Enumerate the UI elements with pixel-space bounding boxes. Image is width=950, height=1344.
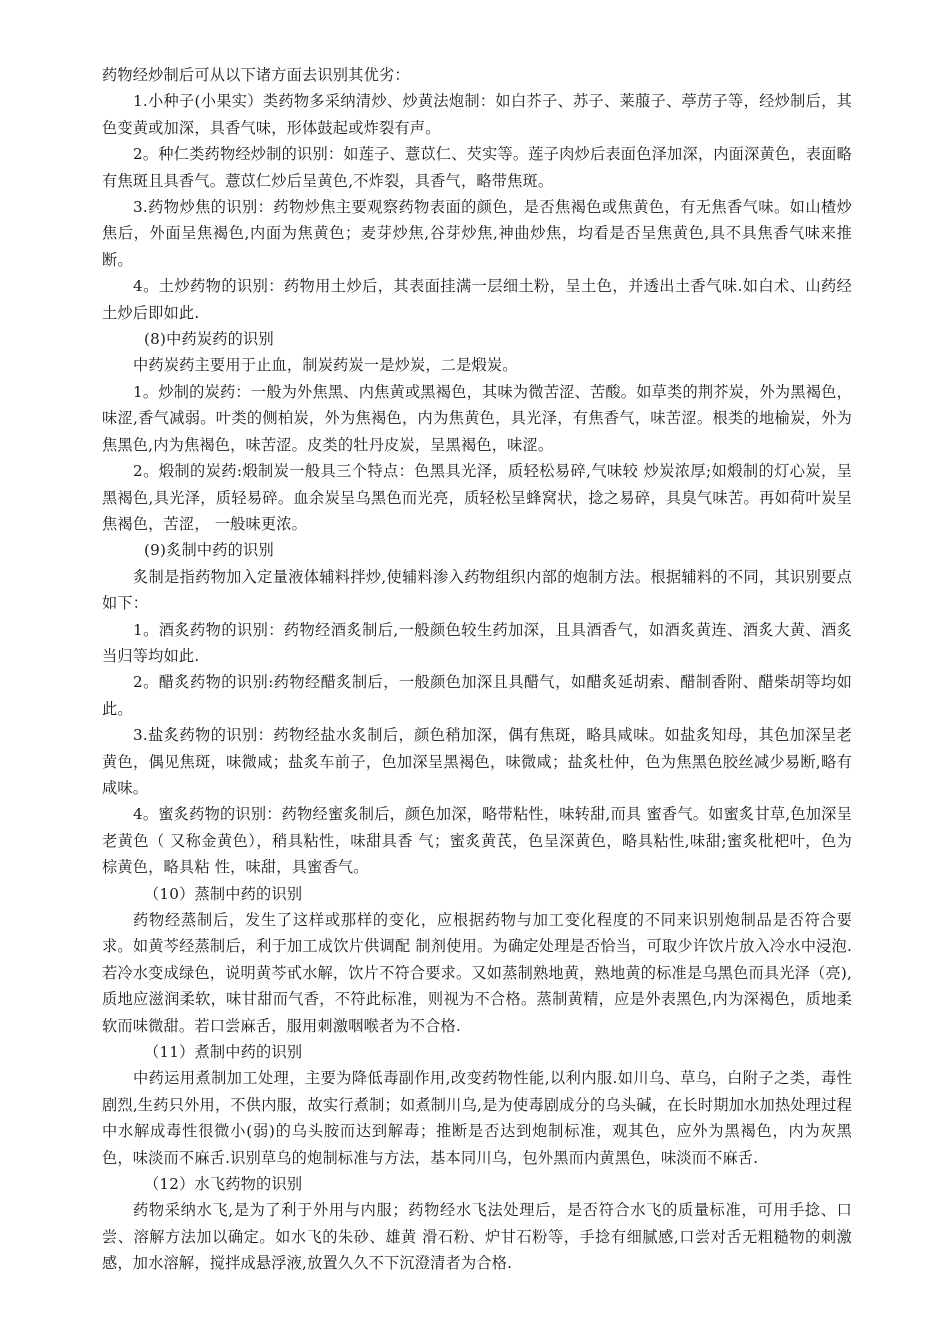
section-heading-charcoal: (8)中药炭药的识别 [144,330,274,349]
paragraph-fried-charcoal: 1。炒制的炭药：一般为外焦黑、内焦黄或黑褐色，其味为微苦涩、苦酸。如草类的荆芥炭，外为黑褐色，味涩,香气减弱。叶类的侧柏炭，外为焦褐色，内为焦黄色，具光泽，有焦香气，味苦涩。根类的地榆炭，外为焦黑色,内为焦褐色，味苦涩。皮类的牡丹皮炭，呈黑褐色，味涩。 [102,382,852,454]
paragraph-steamed: 药物经蒸制后，发生了这样或那样的变化，应根据药物与加工变化程度的不同来识别炮制品是否符合要求。如黄芩经蒸制后，利于加工成饮片供调配 制剂使用。为确定处理是否恰当，可取少许饮片放入冷水中浸泡.若冷水变成绿色，说明黄芩甙水解，饮片不符合要求。又如蒸制熟地黄，熟地黄的标准是乌黑色而具光泽（亮),质地应滋润柔软，味甘甜而气香，不符此标准，则视为不合格。蒸制黄精，应是外表黑色,内为深褐色，质地柔软而味微甜。若口尝麻舌，服用刺激咽喉者为不合格. [102,911,852,1035]
paragraph-wine-roasted: 1。酒炙药物的识别：药物经酒炙制后,一般颜色较生药加深，且具酒香气，如酒炙黄连、酒炙大黄、酒炙当归等均如此. [102,620,852,665]
paragraph-salt-roasted: 3.盐炙药物的识别：药物经盐水炙制后，颜色稍加深，偶有焦斑，略具咸味。如盐炙知母，其色加深呈老黄色，偶见焦斑，味微咸；盐炙车前子，色加深呈黑褐色，味微咸；盐炙杜仲，色为焦黑色胶丝减少易断,略有咸味。 [102,726,852,797]
paragraph-kernels: 2。种仁类药物经炒制的识别：如莲子、薏苡仁、芡实等。莲子肉炒后表面色泽加深，内面深黄色，表面略有焦斑且具香气。薏苡仁炒后呈黄色,不炸裂，具香气，略带焦斑。 [102,145,852,190]
section-heading-steamed: （10）蒸制中药的识别 [144,884,303,903]
intro-paragraph: 药物经炒制后可从以下诸方面去识别其优劣： [102,66,410,84]
paragraph-vinegar-roasted: 2。醋炙药物的识别:药物经醋炙制后，一般颜色加深且具醋气，如醋炙延胡索、醋制香附、醋柴胡等均如此。 [102,673,852,718]
paragraph-scorched: 3.药物炒焦的识别：药物炒焦主要观察药物表面的颜色，是否焦褐色或焦黄色，有无焦香气味。如山楂炒焦后，外面呈焦褐色,内面为焦黄色；麦芽炒焦,谷芽炒焦,神曲炒焦，均看是否呈焦黄色,具不具焦香气味来推断。 [102,198,852,269]
paragraph-roasted-intro: 炙制是指药物加入定量液体辅料拌炒,使辅料渗入药物组织内部的炮制方法。根据辅料的不同，其识别要点如下： [102,567,852,613]
section-heading-boiled: （11）煮制中药的识别 [144,1043,303,1062]
paragraph-water-ground: 药物采纳水飞,是为了利于外用与内服；药物经水飞法处理后，是否符合水飞的质量标准，可用手捻、口尝、溶解方法加以确定。如水飞的朱砂、雄黄 滑石粉、炉甘石粉等，手捻有细腻感,口尝对舌无粗糙物的刺激感，加水溶解，搅拌成悬浮液,放置久久不下沉澄清者为合格. [102,1201,852,1273]
paragraph-small-seeds: 1.小种子(小果实）类药物多采纳清炒、炒黄法炮制：如白芥子、苏子、莱菔子、葶苈子等，经炒制后，其色变黄或加深，具香气味，形体鼓起或炸裂有声。 [102,92,852,137]
paragraph-earth-fried: 4。土炒药物的识别：药物用土炒后，其表面挂满一层细土粉，呈土色，并透出土香气味.如白术、山药经土炒后即如此. [102,277,852,322]
paragraph-honey-roasted: 4。蜜炙药物的识别：药物经蜜炙制后，颜色加深，略带粘性，味转甜,而具 蜜香气。如蜜炙甘草,色加深呈老黄色（ 又称金黄色），稍具粘性，味甜具香 气；蜜炙黄芪，色呈深黄色，略具粘性,味甜;蜜炙枇杷叶，色为棕黄色，略具粘 性，味甜，具蜜香气。 [102,805,852,877]
section-heading-roasted: (9)炙制中药的识别 [144,541,274,560]
paragraph-calcined-charcoal: 2。煅制的炭药:煅制炭一般具三个特点：色黑具光泽，质轻松易碎,气味较 炒炭浓厚;如煅制的灯心炭，呈黑褐色,具光泽，质轻易碎。血余炭呈乌黑色而光亮，质轻松呈蜂窝状，捻之易碎，具臭气味苦。再如荷叶炭呈焦褐色，苦涩， 一般味更浓。 [102,462,852,533]
paragraph-boiled: 中药运用煮制加工处理，主要为降低毒副作用,改变药物性能,以利内服.如川乌、草乌，白附子之类，毒性剧烈,生药只外用，不供内服，故实行煮制；如煮制川乌,是为使毒剧成分的乌头碱，在长时期加水加热处理过程中水解成毒性很微小(弱)的乌头胺而达到解毒；推断是否达到炮制标准，观其色，应外为黑褐色，内为灰黑色，味淡而不麻舌.识别草乌的炮制标准与方法，基本同川乌，包外黑而内黄黑色，味淡而不麻舌. [102,1069,852,1167]
paragraph-charcoal-intro: 中药炭药主要用于止血，制炭药炭一是炒炭，二是煅炭。 [133,356,518,375]
section-heading-water-ground: （12）水飞药物的识别 [144,1175,303,1194]
document-body [102,62,852,1277]
